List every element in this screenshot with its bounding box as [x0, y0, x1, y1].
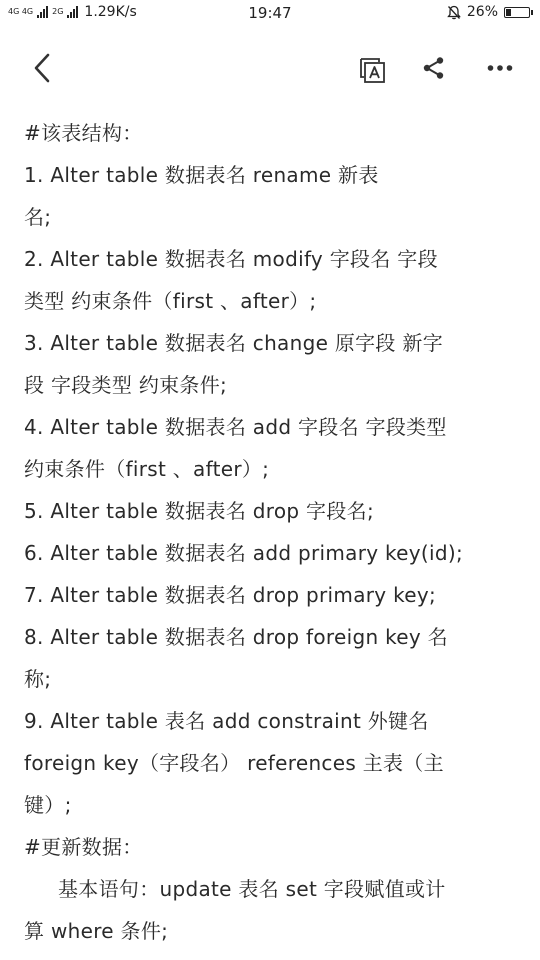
content-line: 称;: [24, 667, 52, 691]
status-right: [447, 4, 530, 20]
more-icon: [487, 64, 513, 72]
network-type-label: 4G 4G: [8, 7, 34, 16]
translate-icon: [358, 56, 386, 84]
content-line: 基本语句：update 表名 set 字段赋值或计: [58, 877, 446, 901]
toolbar: [0, 26, 540, 112]
content-line: 2. Alter table 数据表名 modify 字段名 字段: [24, 247, 438, 271]
content-line: 6. Alter table 数据表名 add primary key(id);: [24, 541, 464, 565]
content-line: 8. Alter table 数据表名 drop foreign key 名: [24, 625, 448, 649]
bell-off-icon: [447, 5, 461, 20]
content-line: 约束条件（first 、after）;: [24, 457, 270, 481]
content-line: #该表结构：: [24, 121, 143, 145]
content-line: 3. Alter table 数据表名 change 原字段 新字: [24, 331, 443, 355]
network-speed: 1.29K/s: [84, 4, 137, 20]
content-line: 5. Alter table 数据表名 drop 字段名;: [24, 499, 374, 523]
battery-percent: 26%: [466, 4, 498, 20]
content-line: 7. Alter table 数据表名 drop primary key;: [24, 583, 437, 607]
content-line: foreign key（字段名） references 主表（主: [24, 751, 444, 775]
battery-level-fill: [506, 9, 511, 16]
content-line: 9. Alter table 表名 add constraint 外键名: [24, 709, 429, 733]
content-line: 类型 约束条件（first 、after）;: [24, 289, 317, 313]
content-line: 4. Alter table 数据表名 add 字段名 字段类型: [24, 415, 447, 439]
clock: 19:47: [248, 4, 292, 22]
content-line: 名;: [24, 205, 52, 229]
battery-icon: [504, 7, 530, 18]
chevron-left-icon: [32, 53, 52, 83]
content-line: 1. Alter table 数据表名 rename 新表: [24, 163, 379, 187]
content-line: #更新数据：: [24, 835, 143, 859]
share-icon: [422, 56, 446, 80]
content-line: 算 where 条件;: [24, 919, 169, 943]
more-options-button[interactable]: [478, 48, 522, 88]
note-content[interactable]: [24, 112, 520, 952]
content-line: 段 字段类型 约束条件;: [24, 373, 228, 397]
back-button[interactable]: [22, 48, 62, 88]
status-bar: [0, 0, 540, 26]
content-line: 键）;: [24, 793, 72, 817]
translate-button[interactable]: [352, 50, 392, 90]
network-type-label-2: 2G: [52, 7, 64, 16]
share-button[interactable]: [414, 48, 454, 88]
